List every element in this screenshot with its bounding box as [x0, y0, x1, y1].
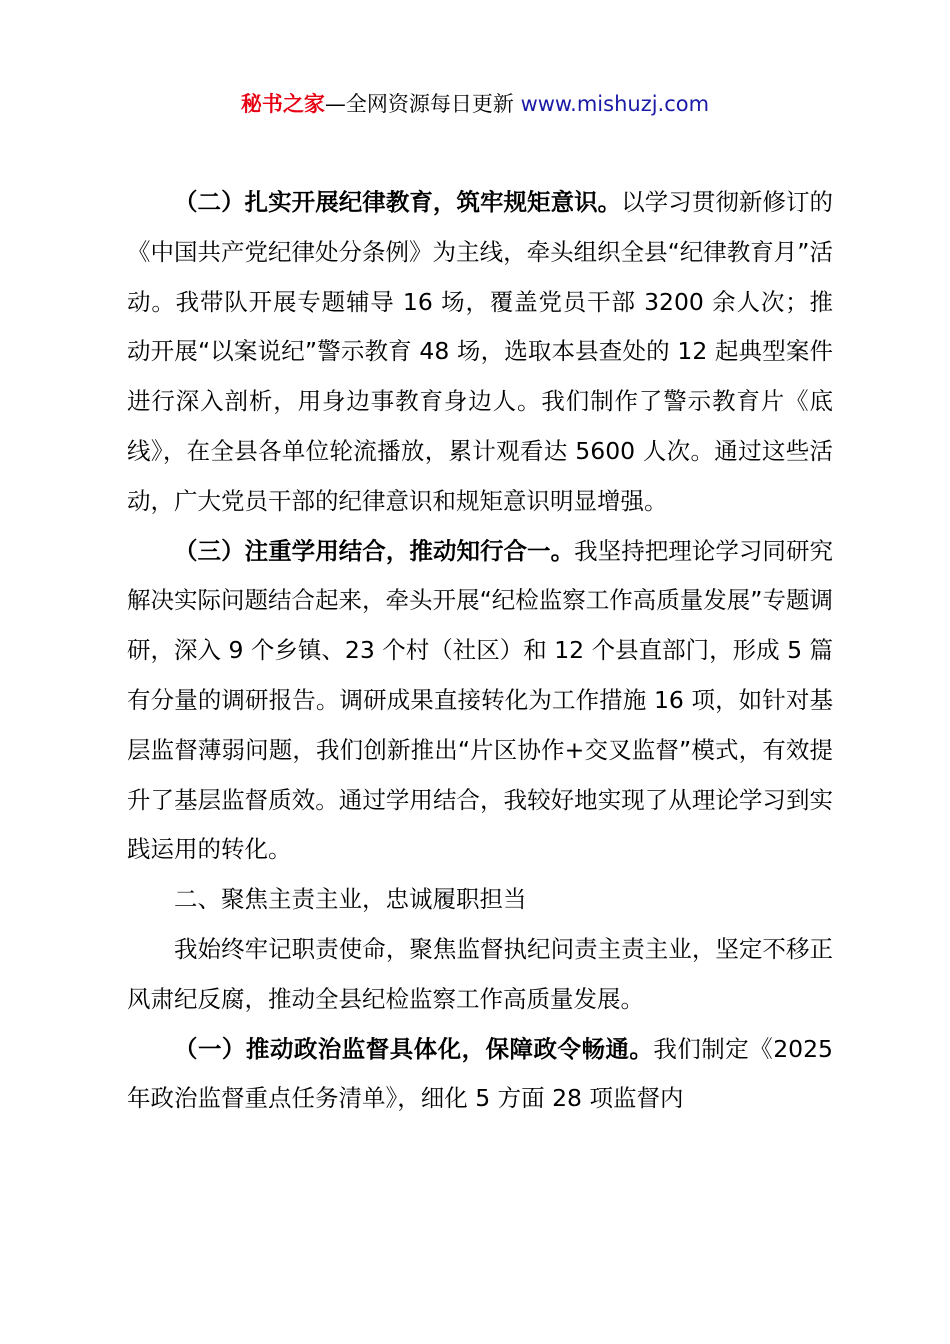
paragraph-heading: （二）扎实开展纪律教育，筑牢规矩意识。 — [174, 188, 622, 216]
document-body — [127, 178, 833, 1124]
paragraph-heading: （一）推动政治监督具体化，保障政令畅通。 — [174, 1034, 654, 1063]
paragraph-text: 以学习贯彻新修订的《中国共产党纪律处分条例》为主线，牵头组织全县“纪律教育月”活动。我带队开展专题辅导 16 场，覆盖党员干部 3200 余人次；推动开展“以案说纪”警示教育 48 场，选取本县查处的 12 起典型案件进行深入剖析，用身边事教育身边人。我们制作了警示教育片《底线》，在全县各单位轮流播放，累计观看达 5600 人次。通过这些活动，广大党员干部的纪律意识和规矩意识明显增强。 — [127, 188, 833, 515]
site-tagline: —全网资源每日更新 — [324, 92, 521, 116]
paragraph-political-supervision — [127, 1025, 833, 1125]
paragraph-study-application — [127, 527, 833, 876]
paragraph-section-intro — [127, 925, 833, 1025]
section-heading-text: 二、聚焦主责主业，忠诚履职担当 — [174, 885, 527, 914]
section-heading — [127, 875, 833, 925]
paragraph-text: 我始终牢记职责使命，聚焦监督执纪问责主责主业，坚定不移正风肃纪反腐，推动全县纪检监察工作高质量发展。 — [127, 934, 833, 1013]
site-url-link[interactable]: www.mishuzj.com — [520, 92, 710, 116]
site-brand: 秘书之家 — [240, 92, 325, 116]
paragraph-text: 我坚持把理论学习同研究解决实际问题结合起来，牵头开展“纪检监察工作高质量发展”专题调研，深入 9 个乡镇、23 个村（社区）和 12 个县直部门，形成 5 篇有分量的调研报告。调研成果直接转化为工作措施 16 项，如针对基层监督薄弱问题，我们创新推出“片区协作+交叉监督”模式，有效提升了基层监督质效。通过学用结合，我较好地实现了从理论学习到实践运用的转化。 — [127, 536, 834, 864]
paragraph-text: 我们制定《2025 年政治监督重点任务清单》，细化 5 方面 28 项监督内 — [127, 1034, 834, 1113]
paragraph-discipline-education — [127, 178, 833, 527]
site-header — [0, 88, 950, 120]
paragraph-heading: （三）注重学用结合，推动知行合一。 — [174, 536, 575, 565]
